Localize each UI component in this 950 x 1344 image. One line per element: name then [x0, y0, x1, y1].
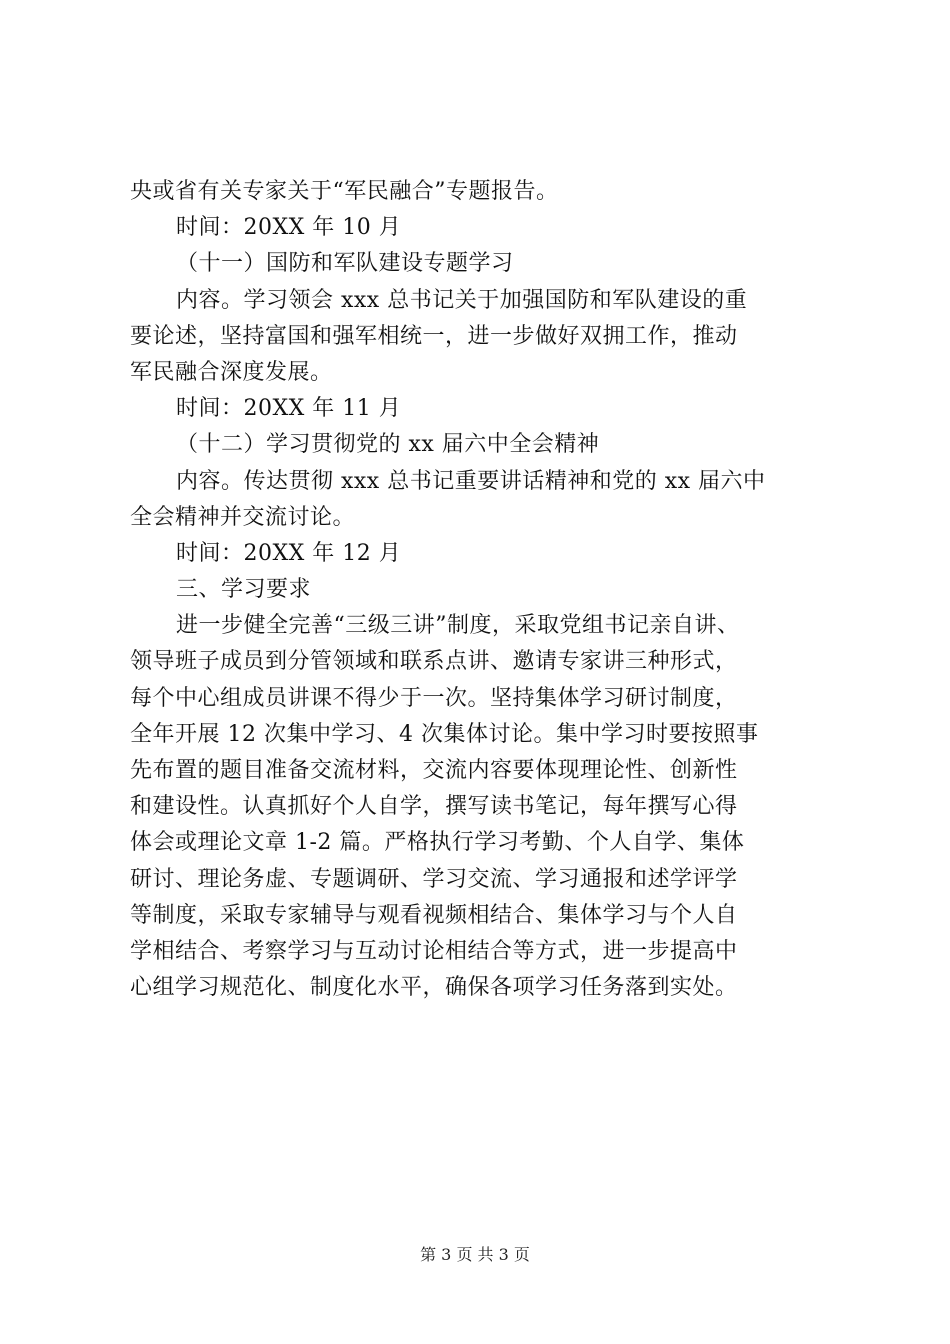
section-heading: （十一）国防和军队建设专题学习: [176, 251, 514, 277]
text-line: 和建设性。认真抓好个人自学，撰写读书笔记，每年撰写心得: [130, 794, 738, 820]
text-line: 要论述，坚持富国和强军相统一，进一步做好双拥工作，推动: [130, 323, 738, 349]
text-line: 军民融合深度发展。: [130, 359, 333, 385]
text-line: 心组学习规范化、制度化水平，确保各项学习任务落到实处。: [130, 975, 738, 1001]
text-line: 内容。学习领会 xxx 总书记关于加强国防和军队建设的重: [176, 287, 748, 313]
document-body: [130, 174, 830, 1006]
text-line: 等制度，采取专家辅导与观看视频相结合、集体学习与个人自: [130, 902, 738, 928]
text-line: 全会精神并交流讨论。: [130, 504, 356, 530]
text-line: 内容。传达贯彻 xxx 总书记重要讲话精神和党的 xx 届六中: [176, 468, 766, 494]
section-heading: （十二）学习贯彻党的 xx 届六中全会精神: [176, 432, 600, 458]
text-line: 体会或理论文章 1-2 篇。严格执行学习考勤、个人自学、集体: [130, 830, 745, 856]
text-line: 时间：20XX 年 12 月: [176, 540, 402, 566]
text-line: 研讨、理论务虚、专题调研、学习交流、学习通报和述学评学: [130, 866, 738, 892]
page-footer: [0, 1244, 950, 1266]
page-number-label: 第 3 页 共 3 页: [420, 1245, 530, 1264]
text-line: 时间：20XX 年 11 月: [176, 396, 402, 422]
text-line: 学相结合、考察学习与互动讨论相结合等方式，进一步提高中: [130, 938, 738, 964]
text-line: 央或省有关专家关于“军民融合”专题报告。: [130, 179, 559, 204]
section-heading: 三、学习要求: [176, 577, 312, 603]
text-line: 全年开展 12 次集中学习、4 次集体讨论。集中学习时要按照事: [130, 721, 759, 747]
text-line: 每个中心组成员讲课不得少于一次。坚持集体学习研讨制度，: [130, 685, 738, 711]
text-line: 领导班子成员到分管领域和联系点讲、邀请专家讲三种形式，: [130, 649, 738, 675]
text-line: 进一步健全完善“三级三讲”制度，采取党组书记亲自讲、: [176, 613, 740, 639]
text-line: 先布置的题目准备交流材料，交流内容要体现理论性、创新性: [130, 758, 738, 783]
text-line: 时间：20XX 年 10 月: [176, 215, 402, 241]
